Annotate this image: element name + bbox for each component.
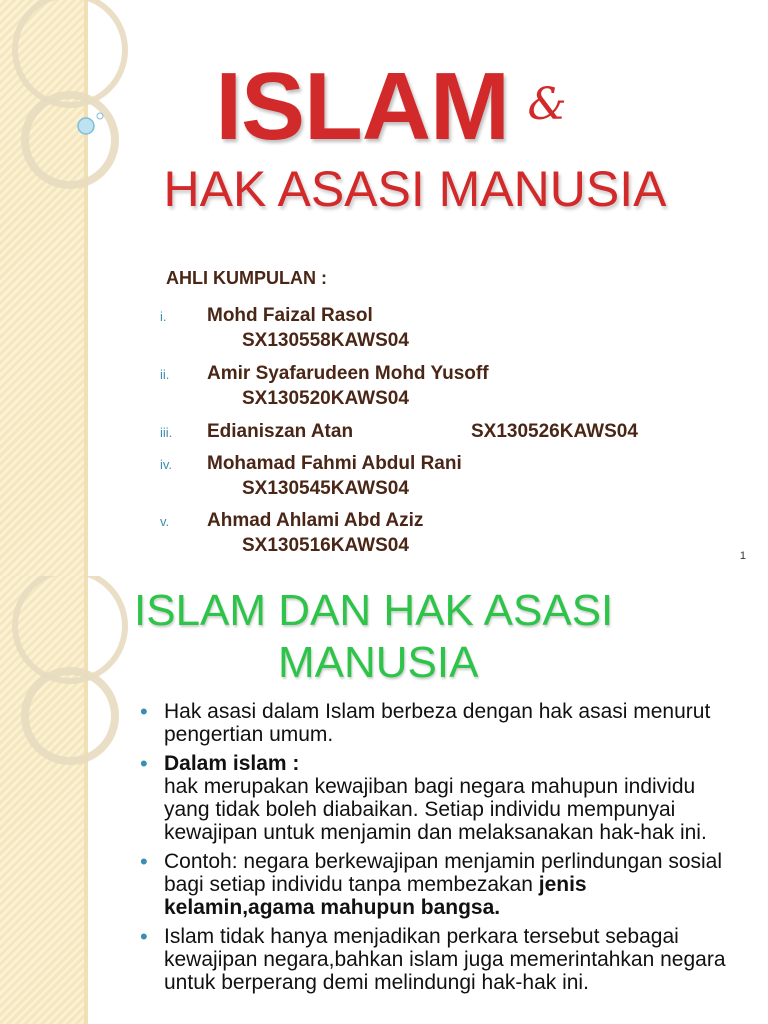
member-number: v.: [160, 514, 170, 529]
bullet-item: [140, 700, 740, 746]
member-number: i.: [160, 309, 167, 324]
member-number: iii.: [160, 425, 173, 440]
bullet-continuation: hak merupakan kewajiban bagi negara mahupun individu yang tidak boleh diabaikan. Setiap individu mempunyai kewajipan untuk menjamin dan melaksanakan hak-hak ini.: [164, 775, 707, 844]
bullet-text: Contoh: negara berkewajipan menjamin perlindungan sosial bagi setiap individu tanpa membezakan: [164, 850, 723, 896]
bullet-dot-icon: •: [140, 699, 148, 724]
subtitle: HAK ASASI MANUSIA: [163, 161, 667, 217]
member-name: Amir Syafarudeen Mohd Yusoff: [207, 363, 489, 384]
member-code: SX130558KAWS04: [242, 330, 409, 351]
member-code: SX130526KAWS04: [471, 421, 638, 442]
title-ampersand: &: [527, 79, 567, 130]
member-number: iv.: [160, 457, 173, 472]
member-name: Mohd Faizal Rasol: [207, 305, 373, 326]
member-number: ii.: [160, 367, 170, 382]
title-islam: ISLAM: [215, 53, 509, 160]
bullet-item: [140, 850, 740, 919]
main-title: [0, 52, 768, 162]
member-code: SX130520KAWS04: [242, 388, 409, 409]
bullet-text: Islam tidak hanya menjadikan perkara tersebut sebagai kewajipan negara,bahkan islam juga memerintahkan negara untuk berperang demi melindungi hak-hak ini.: [164, 925, 726, 994]
bullet-dot-icon: •: [140, 924, 148, 949]
bullet-bold-text: jenis kelamin,agama mahupun bangsa.: [164, 873, 587, 919]
slide-2: [0, 576, 768, 1024]
bullet-dot-icon: •: [140, 849, 148, 874]
members-label: AHLI KUMPULAN :: [166, 268, 327, 288]
bullet-list: [140, 700, 740, 1000]
bullet-text: Hak asasi dalam Islam berbeza dengan hak asasi menurut pengertian umum.: [164, 700, 711, 746]
page-number: 1: [739, 550, 746, 562]
member-name: Mohamad Fahmi Abdul Rani: [207, 453, 462, 474]
bullet-dot-icon: •: [140, 751, 148, 776]
bullet-item: [140, 925, 740, 994]
bullet-item: [140, 752, 740, 844]
member-code: SX130545KAWS04: [242, 478, 409, 499]
decorative-circles: [0, 576, 130, 836]
title-line-2: MANUSIA: [278, 638, 479, 687]
member-name: Ahmad Ahlami Abd Aziz: [207, 510, 424, 531]
member-name: Edianiszan Atan: [207, 421, 354, 442]
bullet-text: Dalam islam :: [164, 752, 300, 775]
member-code: SX130516KAWS04: [242, 535, 409, 556]
title-line-1: ISLAM DAN HAK ASASI: [134, 586, 614, 635]
